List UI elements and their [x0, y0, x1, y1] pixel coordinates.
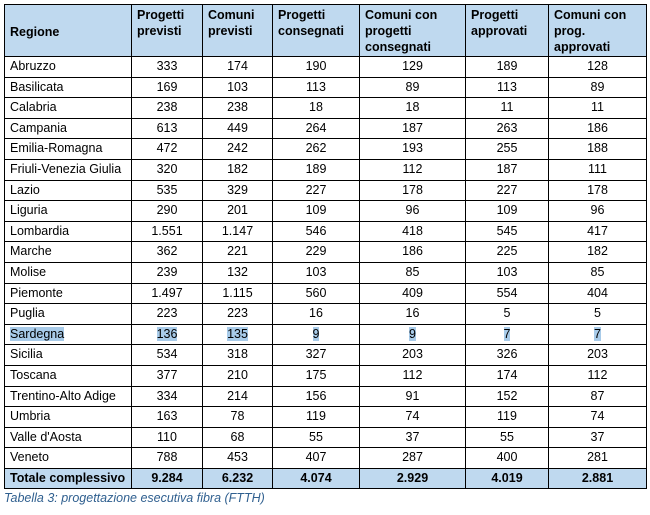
table-row	[5, 221, 647, 242]
table-row	[5, 57, 647, 78]
value-cell: 320	[132, 159, 203, 180]
value-cell: 1.115	[203, 283, 273, 304]
header-comuni-previsti: Comuni previsti	[203, 5, 273, 57]
value-cell: 1.497	[132, 283, 203, 304]
region-cell: Toscana	[5, 365, 132, 386]
value-cell: 182	[203, 159, 273, 180]
header-comuni-prog-approvati: Comuni con prog. approvati	[549, 5, 647, 57]
table-row	[5, 386, 647, 407]
region-cell: Basilicata	[5, 77, 132, 98]
value-cell: 326	[466, 345, 549, 366]
value-cell: 174	[203, 57, 273, 78]
value-cell: 238	[132, 98, 203, 119]
value-cell: 193	[360, 139, 466, 160]
value-cell: 178	[549, 180, 647, 201]
selected-text: 7	[503, 326, 511, 341]
value-cell: 417	[549, 221, 647, 242]
value-cell: 223	[132, 304, 203, 325]
table-row	[5, 345, 647, 366]
value-cell: 560	[273, 283, 360, 304]
value-cell: 74	[549, 407, 647, 428]
value-cell: 545	[466, 221, 549, 242]
value-cell: 788	[132, 448, 203, 469]
value-cell: 18	[273, 98, 360, 119]
region-cell: Puglia	[5, 304, 132, 325]
value-cell: 110	[132, 427, 203, 448]
value-cell: 377	[132, 365, 203, 386]
value-cell: 1.551	[132, 221, 203, 242]
table-row	[5, 448, 647, 469]
region-cell: Umbria	[5, 407, 132, 428]
table-row	[5, 180, 647, 201]
table-caption: Tabella 3: progettazione esecutiva fibra (FTTH)	[4, 491, 265, 505]
total-row	[5, 468, 647, 489]
region-cell: Piemonte	[5, 283, 132, 304]
value-cell: 229	[273, 242, 360, 263]
total-value: 2.881	[549, 468, 647, 489]
value-cell: 188	[549, 139, 647, 160]
value-cell: 112	[360, 365, 466, 386]
region-cell: Lombardia	[5, 221, 132, 242]
value-cell: 109	[466, 201, 549, 222]
value-cell: 103	[466, 262, 549, 283]
header-progetti-previsti: Progetti previsti	[132, 5, 203, 57]
value-cell: 225	[466, 242, 549, 263]
value-cell: 281	[549, 448, 647, 469]
value-cell: 5	[549, 304, 647, 325]
value-cell: 400	[466, 448, 549, 469]
value-cell: 409	[360, 283, 466, 304]
value-cell: 189	[273, 159, 360, 180]
value-cell	[132, 324, 203, 345]
value-cell: 132	[203, 262, 273, 283]
value-cell: 103	[203, 77, 273, 98]
value-cell: 85	[360, 262, 466, 283]
region-cell: Lazio	[5, 180, 132, 201]
value-cell: 11	[466, 98, 549, 119]
table-row	[5, 242, 647, 263]
table-row	[5, 304, 647, 325]
table-row	[5, 98, 647, 119]
selected-text: 9	[409, 326, 416, 341]
value-cell: 109	[273, 201, 360, 222]
value-cell: 187	[360, 118, 466, 139]
total-value: 9.284	[132, 468, 203, 489]
selected-text: 135	[227, 326, 248, 341]
value-cell: 333	[132, 57, 203, 78]
table-row	[5, 159, 647, 180]
table-container	[4, 4, 646, 489]
value-cell: 85	[549, 262, 647, 283]
header-progetti-consegnati: Progetti consegnati	[273, 5, 360, 57]
total-label: Totale complessivo	[5, 468, 132, 489]
value-cell	[203, 324, 273, 345]
header-regione: Regione	[5, 5, 132, 57]
table-row	[5, 77, 647, 98]
value-cell: 203	[549, 345, 647, 366]
value-cell: 334	[132, 386, 203, 407]
value-cell: 203	[360, 345, 466, 366]
total-value: 2.929	[360, 468, 466, 489]
value-cell: 111	[549, 159, 647, 180]
region-cell: Abruzzo	[5, 57, 132, 78]
value-cell: 546	[273, 221, 360, 242]
value-cell: 472	[132, 139, 203, 160]
value-cell: 16	[360, 304, 466, 325]
value-cell: 238	[203, 98, 273, 119]
value-cell: 112	[360, 159, 466, 180]
value-cell: 201	[203, 201, 273, 222]
value-cell: 11	[549, 98, 647, 119]
value-cell: 453	[203, 448, 273, 469]
header-comuni-progetti-consegnati: Comuni con progetti consegnati	[360, 5, 466, 57]
value-cell: 263	[466, 118, 549, 139]
value-cell: 239	[132, 262, 203, 283]
value-cell: 210	[203, 365, 273, 386]
value-cell	[273, 324, 360, 345]
value-cell: 37	[360, 427, 466, 448]
value-cell: 174	[466, 365, 549, 386]
region-cell: Calabria	[5, 98, 132, 119]
value-cell: 5	[466, 304, 549, 325]
region-cell: Trentino-Alto Adige	[5, 386, 132, 407]
value-cell: 186	[360, 242, 466, 263]
value-cell: 182	[549, 242, 647, 263]
value-cell: 214	[203, 386, 273, 407]
value-cell: 255	[466, 139, 549, 160]
value-cell: 404	[549, 283, 647, 304]
value-cell: 96	[549, 201, 647, 222]
value-cell: 327	[273, 345, 360, 366]
value-cell: 189	[466, 57, 549, 78]
value-cell: 55	[273, 427, 360, 448]
value-cell: 223	[203, 304, 273, 325]
value-cell: 129	[360, 57, 466, 78]
value-cell: 55	[466, 427, 549, 448]
value-cell: 18	[360, 98, 466, 119]
region-cell: Campania	[5, 118, 132, 139]
total-value: 4.074	[273, 468, 360, 489]
table-row	[5, 139, 647, 160]
value-cell: 91	[360, 386, 466, 407]
region-cell: Molise	[5, 262, 132, 283]
value-cell: 449	[203, 118, 273, 139]
value-cell: 407	[273, 448, 360, 469]
region-cell: Emilia-Romagna	[5, 139, 132, 160]
value-cell: 103	[273, 262, 360, 283]
table-row	[5, 324, 647, 345]
table-row	[5, 283, 647, 304]
value-cell: 113	[273, 77, 360, 98]
table-row	[5, 427, 647, 448]
table-row	[5, 201, 647, 222]
selected-text: 136	[156, 326, 178, 341]
value-cell: 221	[203, 242, 273, 263]
value-cell: 329	[203, 180, 273, 201]
table-row	[5, 262, 647, 283]
header-row	[5, 5, 647, 57]
value-cell: 156	[273, 386, 360, 407]
value-cell: 119	[273, 407, 360, 428]
table-row	[5, 407, 647, 428]
value-cell: 186	[549, 118, 647, 139]
value-cell: 242	[203, 139, 273, 160]
value-cell: 1.147	[203, 221, 273, 242]
total-value: 6.232	[203, 468, 273, 489]
value-cell: 287	[360, 448, 466, 469]
value-cell: 227	[273, 180, 360, 201]
value-cell: 169	[132, 77, 203, 98]
value-cell: 534	[132, 345, 203, 366]
header-progetti-approvati: Progetti approvati	[466, 5, 549, 57]
value-cell: 37	[549, 427, 647, 448]
region-cell	[5, 324, 132, 345]
total-value: 4.019	[466, 468, 549, 489]
region-cell: Liguria	[5, 201, 132, 222]
region-cell: Marche	[5, 242, 132, 263]
value-cell: 264	[273, 118, 360, 139]
value-cell: 554	[466, 283, 549, 304]
value-cell: 112	[549, 365, 647, 386]
ftth-table	[4, 4, 647, 489]
value-cell: 318	[203, 345, 273, 366]
value-cell: 113	[466, 77, 549, 98]
value-cell: 175	[273, 365, 360, 386]
value-cell: 418	[360, 221, 466, 242]
value-cell: 119	[466, 407, 549, 428]
value-cell: 96	[360, 201, 466, 222]
value-cell: 613	[132, 118, 203, 139]
selected-text: 9	[312, 326, 320, 341]
value-cell: 89	[549, 77, 647, 98]
value-cell: 128	[549, 57, 647, 78]
value-cell: 68	[203, 427, 273, 448]
value-cell: 152	[466, 386, 549, 407]
selected-text: 7	[594, 326, 601, 341]
value-cell: 89	[360, 77, 466, 98]
value-cell: 362	[132, 242, 203, 263]
table-row	[5, 118, 647, 139]
value-cell: 262	[273, 139, 360, 160]
region-cell: Sicilia	[5, 345, 132, 366]
region-cell: Valle d'Aosta	[5, 427, 132, 448]
value-cell: 290	[132, 201, 203, 222]
region-cell: Friuli-Venezia Giulia	[5, 159, 132, 180]
value-cell: 187	[466, 159, 549, 180]
value-cell: 78	[203, 407, 273, 428]
value-cell	[466, 324, 549, 345]
value-cell: 74	[360, 407, 466, 428]
region-cell: Veneto	[5, 448, 132, 469]
value-cell	[549, 324, 647, 345]
value-cell: 87	[549, 386, 647, 407]
selected-text: Sardegna	[10, 326, 65, 341]
table-row	[5, 365, 647, 386]
value-cell: 190	[273, 57, 360, 78]
table-body	[5, 57, 647, 489]
value-cell: 535	[132, 180, 203, 201]
value-cell	[360, 324, 466, 345]
value-cell: 163	[132, 407, 203, 428]
value-cell: 178	[360, 180, 466, 201]
value-cell: 16	[273, 304, 360, 325]
value-cell: 227	[466, 180, 549, 201]
